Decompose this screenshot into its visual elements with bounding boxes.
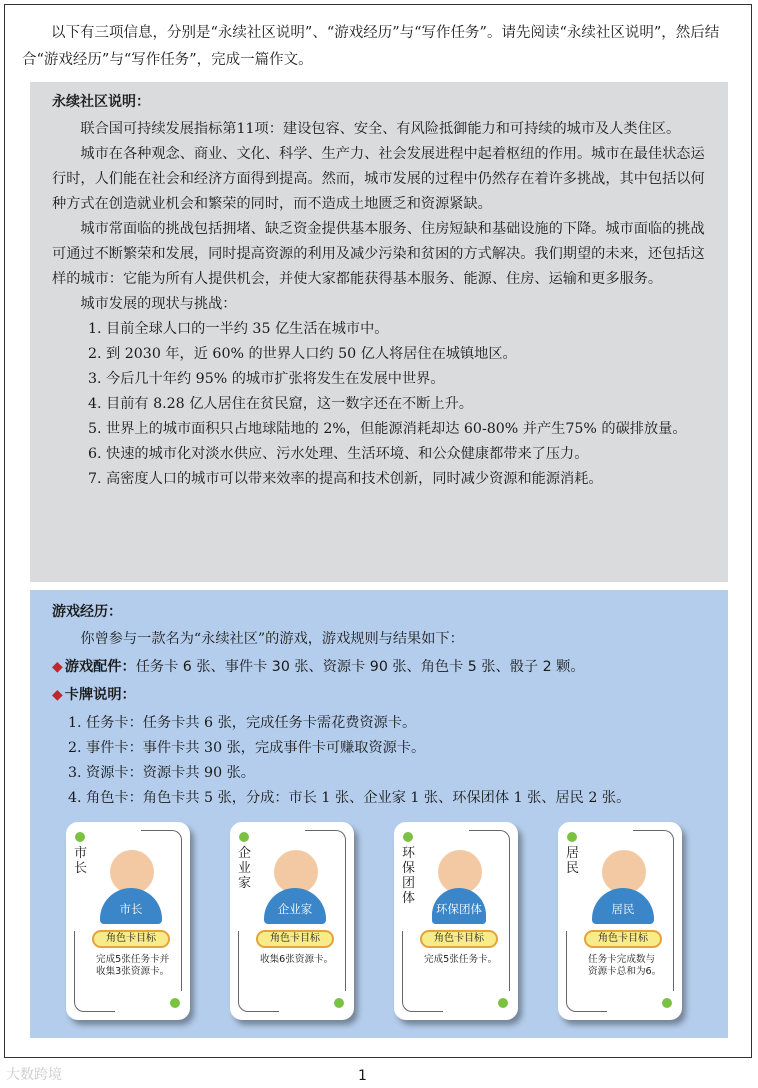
status-item: 1. 目前全球人口的一半约 35 亿生活在城市中。 (88, 321, 389, 337)
diamond-icon: ◆ (52, 659, 63, 675)
community-box (30, 82, 728, 582)
parts-label: 游戏配件： (64, 659, 136, 675)
role-card-env-group (394, 822, 518, 1020)
status-item: 2. 到 2030 年，近 60% 的世界人口约 50 亿人将居住在城镇地区。 (88, 346, 517, 362)
cards-label: 卡牌说明： (64, 687, 136, 703)
parts-text: 任务卡 6 张、事件卡 30 张、资源卡 90 张、角色卡 5 张、骰子 2 颗。 (135, 659, 585, 675)
role-card-mayor (66, 822, 190, 1020)
community-paragraph: 城市常面临的挑战包括拥堵、缺乏资金提供基本服务、住房短缺和基础设施的下降。城市面临的挑战可通过不断繁荣和发展，同时提高资源的利用及减少污染和贫困的方式解决。我们期望的未来，还包括这样的城市：它能为所有人提供机会，并使大家都能获得基本服务、能源、住房、运输和更多服务。 (52, 221, 705, 287)
card-dot (170, 998, 180, 1008)
rule-item: 4. 角色卡：角色卡共 5 张，分成：市长 1 张、企业家 1 张、环保团体 1 张、居民 2 张。 (68, 790, 631, 806)
card-dot (662, 998, 672, 1008)
status-list (52, 317, 706, 492)
role-side-name: 环保团体 (402, 846, 416, 906)
goal-label: 角色卡目标 (420, 930, 498, 948)
role-side-name: 市长 (74, 846, 88, 876)
rule-item: 3. 资源卡：资源卡共 90 张。 (68, 765, 255, 781)
status-item: 6. 快速的城市化对淡水供应、污水处理、生活环境、和公众健康都带来了压力。 (88, 446, 589, 462)
status-title: 城市发展的现状与挑战： (80, 296, 237, 312)
avatar-badge: 环保团体 (432, 888, 486, 924)
avatar-badge: 市长 (100, 888, 162, 924)
status-item: 5. 世界上的城市面积只占地球陆地的 2%，但能源消耗却达 60-80% 并产生75% 的碳排放量。 (88, 421, 687, 437)
card-dot (75, 832, 85, 842)
status-item: 4. 目前有 8.28 亿人居住在贫民窟，这一数字还在不断上升。 (88, 396, 473, 412)
role-card-entrepreneur (230, 822, 354, 1020)
rules-list (52, 711, 706, 811)
cards-line (52, 683, 706, 708)
card-dot (403, 832, 413, 842)
community-heading: 永续社区说明： (52, 94, 150, 110)
card-dot (239, 832, 249, 842)
rule-item: 2. 事件卡：事件卡共 30 张，完成事件卡可赚取资源卡。 (68, 740, 426, 756)
intro-text: 以下有三项信息，分别是“永续社区说明”、“游戏经历”与“写作任务”。请先阅读“永续社区说明”，然后结合“游戏经历”与“写作任务”，完成一篇作文。 (22, 25, 720, 68)
role-card-resident (558, 822, 682, 1020)
goal-text: 收集6张资源卡。 (260, 954, 334, 965)
avatar-badge: 企业家 (264, 888, 326, 924)
card-dot (498, 998, 508, 1008)
parts-line (52, 655, 706, 680)
community-paragraph: 城市在各种观念、商业、文化、科学、生产力、社会发展进程中起着枢纽的作用。城市在最佳状态运行时，人们能在社会和经济方面得到提高。然而，城市发展的过程中仍然存在着许多挑战，其中包括以何种方式在创造就业机会和繁荣的同时，而不造成土地匮乏和资源紧缺。 (52, 146, 705, 212)
diamond-icon: ◆ (52, 687, 63, 703)
role-cards (66, 822, 706, 1022)
game-intro: 你曾参与一款名为“永续社区”的游戏，游戏规则与结果如下： (80, 631, 464, 647)
watermark-logo: 大数跨境 (6, 1067, 62, 1083)
goal-label: 角色卡目标 (92, 930, 170, 948)
goal-text: 完成5张任务卡。 (424, 954, 498, 965)
card-dot (334, 998, 344, 1008)
role-side-name: 企业家 (238, 846, 252, 891)
status-item: 7. 高密度人口的城市可以带来效率的提高和技术创新，同时减少资源和能源消耗。 (88, 471, 603, 487)
goal-text: 完成5张任务卡并收集3张资源卡。 (96, 954, 170, 977)
community-paragraph: 联合国可持续发展指标第11项：建设包容、安全、有风险抵御能力和可持续的城市及人类住区。 (80, 121, 681, 137)
role-side-name: 居民 (566, 846, 580, 876)
goal-label: 角色卡目标 (256, 930, 334, 948)
game-box (30, 590, 728, 1038)
card-dot (567, 832, 577, 842)
page-number: 1 (358, 1068, 367, 1084)
avatar-badge: 居民 (592, 888, 654, 924)
rule-item: 1. 任务卡：任务卡共 6 张，完成任务卡需花费资源卡。 (68, 715, 417, 731)
goal-text: 任务卡完成数与资源卡总和为6。 (588, 954, 662, 977)
goal-label: 角色卡目标 (584, 930, 662, 948)
status-item: 3. 今后几十年约 95% 的城市扩张将发生在发展中世界。 (88, 371, 445, 387)
game-heading: 游戏经历： (52, 604, 122, 620)
